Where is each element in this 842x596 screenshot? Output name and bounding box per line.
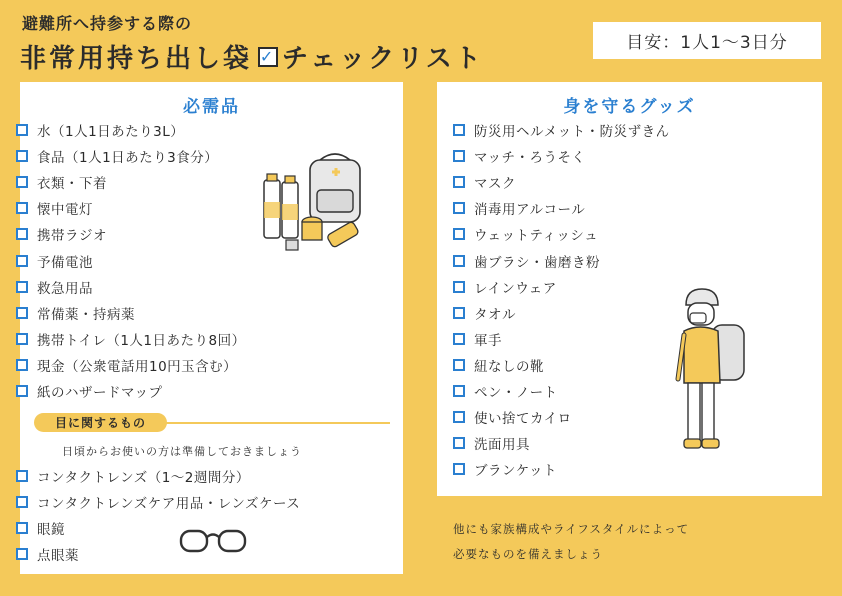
checkbox-icon[interactable] (453, 202, 465, 214)
list-item[interactable] (16, 143, 246, 169)
item-label: 予備電池 (37, 254, 93, 271)
checkbox-icon[interactable] (16, 359, 28, 371)
item-label: 携帯ラジオ (37, 228, 107, 245)
checkbox-checked-icon: ✓ (259, 47, 277, 66)
item-label: 紐なしの靴 (474, 358, 544, 375)
item-label: 衣類・下着 (37, 176, 107, 193)
checkbox-icon[interactable] (453, 228, 465, 240)
checkbox-icon[interactable] (453, 307, 465, 319)
item-label: タオル (474, 306, 516, 323)
list-item[interactable] (453, 247, 670, 273)
list-item[interactable] (16, 274, 246, 300)
item-label: 現金（公衆電話用10円玉含む） (37, 358, 238, 375)
list-item[interactable] (453, 169, 670, 195)
item-label: 消毒用アルコール (474, 202, 586, 219)
checkbox-icon[interactable] (453, 411, 465, 423)
item-label: ウェットティッシュ (474, 228, 599, 245)
footer-line1: 他にも家族構成やライフスタイルによって (453, 522, 690, 536)
checkbox-icon[interactable] (16, 281, 28, 293)
checkbox-icon[interactable] (453, 385, 465, 397)
item-label: 眼鏡 (37, 522, 65, 539)
list-item[interactable] (453, 195, 670, 221)
list-item[interactable] (16, 515, 300, 541)
list-item[interactable] (16, 300, 246, 326)
essentials-heading: 必需品 (183, 97, 240, 117)
list-item[interactable] (453, 274, 670, 300)
header-subtitle: 避難所へ持参する際の (22, 14, 193, 33)
person-backpack-illustration (670, 283, 760, 458)
list-item[interactable] (16, 195, 246, 221)
eye-section-divider (166, 422, 390, 424)
item-label: マッチ・ろうそく (474, 150, 586, 167)
list-item[interactable] (16, 378, 246, 404)
footer-note (453, 517, 689, 567)
list-item[interactable] (16, 463, 300, 489)
list-item[interactable] (16, 169, 246, 195)
checkbox-icon[interactable] (453, 255, 465, 267)
item-label: ペン・ノート (474, 384, 558, 401)
item-label: レインウェア (474, 280, 557, 297)
checkbox-icon[interactable] (16, 150, 28, 162)
item-label: 洗面用具 (474, 437, 530, 454)
item-label: コンタクトレンズケア用品・レンズケース (37, 496, 301, 513)
essentials-list (16, 117, 246, 404)
checkbox-icon[interactable] (16, 385, 28, 397)
list-item[interactable] (453, 352, 670, 378)
footer-line2: 必要なものを備えましょう (453, 547, 603, 561)
checkbox-icon[interactable] (16, 176, 28, 188)
item-label: 紙のハザードマップ (37, 384, 163, 401)
checkbox-icon[interactable] (16, 333, 28, 345)
guide-box: 目安：1人1〜3日分 (593, 22, 821, 59)
item-label: 救急用品 (37, 280, 93, 297)
list-item[interactable] (453, 143, 670, 169)
checkbox-icon[interactable] (16, 307, 28, 319)
item-label: ブランケット (474, 463, 558, 480)
item-label: 常備薬・持病薬 (37, 306, 135, 323)
list-item[interactable] (453, 456, 670, 482)
list-item[interactable] (16, 541, 300, 567)
item-label: コンタクトレンズ（1〜2週間分） (37, 470, 250, 487)
list-item[interactable] (453, 430, 670, 456)
checkbox-icon[interactable] (453, 150, 465, 162)
checkbox-icon[interactable] (16, 548, 28, 560)
checkbox-icon[interactable] (453, 281, 465, 293)
item-label: 懐中電灯 (37, 202, 93, 219)
page-title (20, 38, 484, 75)
checkbox-icon[interactable] (16, 522, 28, 534)
checkbox-icon[interactable] (453, 359, 465, 371)
list-item[interactable] (16, 489, 300, 515)
protect-list (453, 117, 670, 482)
eye-section-note: 日頃からお使いの方は準備しておきましょう (62, 445, 302, 458)
checkbox-icon[interactable] (16, 124, 28, 136)
list-item[interactable] (16, 352, 246, 378)
item-label: 歯ブラシ・歯磨き粉 (474, 254, 600, 271)
title-part1: 非常用持ち出し袋 (20, 44, 253, 74)
checkbox-icon[interactable] (16, 228, 28, 240)
item-label: 携帯トイレ（1人1日あたり8回） (37, 332, 246, 349)
list-item[interactable] (453, 221, 670, 247)
item-label: 点眼薬 (37, 548, 79, 565)
eye-section-label: 目に関するもの (34, 413, 167, 432)
checkbox-icon[interactable] (453, 437, 465, 449)
checkbox-icon[interactable] (16, 470, 28, 482)
item-label: 使い捨てカイロ (474, 411, 572, 428)
checkbox-icon[interactable] (453, 333, 465, 345)
checkbox-icon[interactable] (16, 255, 28, 267)
eyes-list (16, 463, 300, 567)
item-label: 防災用ヘルメット・防災ずきん (474, 124, 670, 141)
protect-heading: 身を守るグッズ (563, 97, 696, 117)
checkbox-icon[interactable] (453, 463, 465, 475)
checkbox-icon[interactable] (453, 124, 465, 136)
item-label: 食品（1人1日あたり3食分） (37, 150, 219, 167)
list-item[interactable] (453, 404, 670, 430)
list-item[interactable] (453, 117, 670, 143)
item-label: マスク (474, 176, 516, 193)
checkbox-icon[interactable] (16, 202, 28, 214)
list-item[interactable] (16, 221, 246, 247)
supplies-illustration (262, 150, 382, 260)
list-item[interactable] (453, 326, 670, 352)
checkbox-icon[interactable] (453, 176, 465, 188)
item-label: 水（1人1日あたり3L） (37, 124, 185, 141)
glasses-illustration (178, 525, 248, 555)
checkbox-icon[interactable] (16, 496, 28, 508)
item-label: 軍手 (474, 332, 502, 349)
list-item[interactable] (16, 117, 246, 143)
list-item[interactable] (16, 247, 246, 273)
list-item[interactable] (453, 378, 670, 404)
title-part2: チェックリスト (282, 44, 484, 74)
list-item[interactable] (453, 300, 670, 326)
list-item[interactable] (16, 326, 246, 352)
